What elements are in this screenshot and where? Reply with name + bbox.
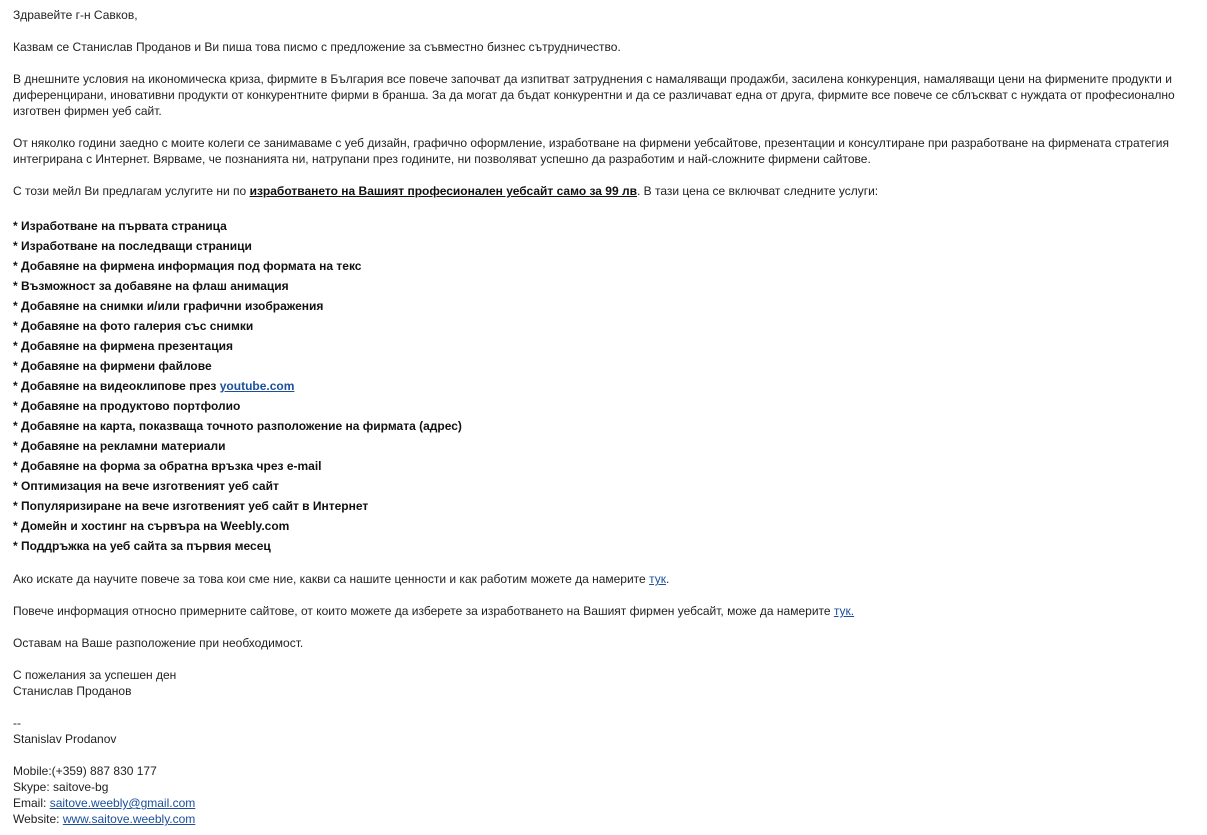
about-after: .: [665, 572, 670, 586]
offer-paragraph: [13, 183, 1198, 199]
signature-skype: Skype: saitove-bg: [13, 780, 109, 794]
intro-paragraph: Казвам се Станислав Проданов и Ви пиша това писмо с предложение за съвместно бизнес сътрудничество.: [13, 40, 621, 54]
team-paragraph: От няколко години заедно с моите колеги се занимаваме с уеб дизайн, графично оформление, изработване на фирмени уебсайтове, презентации и консултиране при разработване на фирмената стратегия интегрирана с Интернет. Вярваме, че познанията ни, натрупани през годините, ни позволяват успешно да разработим и най-сложните фирмени сайтове.: [13, 136, 1169, 166]
signature-email: [13, 795, 1198, 811]
list-item: * Добавяне на фирмени файлове: [13, 359, 212, 373]
list-item: * Възможност за добавяне на флаш анимация: [13, 279, 289, 293]
list-item: * Оптимизация на вече изготвеният уеб сайт: [13, 479, 279, 493]
list-item: * Изработване на първата страница: [13, 219, 227, 233]
closing-paragraph: Оставам на Ваше разположение при необходимост.: [13, 636, 304, 650]
signature-website: [13, 811, 1198, 827]
list-item: * Добавяне на рекламни материали: [13, 439, 226, 453]
offer-after: . В тази цена се включват следните услуги:: [636, 184, 879, 198]
examples-paragraph: [13, 603, 1198, 619]
list-item: * Добавяне на снимки и/или графични изображения: [13, 299, 324, 313]
email-label: Email:: [13, 796, 50, 810]
list-item: * Популяризиране на вече изготвеният уеб сайт в Интернет: [13, 499, 369, 513]
youtube-prefix: * Добавяне на видеоклипове през: [13, 379, 220, 393]
list-item: * Добавяне на форма за обратна връзка чрез e-mail: [13, 459, 322, 473]
website-link[interactable]: www.saitove.weebly.com: [62, 812, 196, 826]
list-item: * Добавяне на карта, показваща точното разположение на фирмата (адрес): [13, 419, 462, 433]
about-paragraph: [13, 571, 1198, 587]
list-item-youtube: [13, 376, 1198, 396]
list-item: * Добавяне на фото галерия със снимки: [13, 319, 254, 333]
services-list: [13, 216, 1198, 556]
crisis-paragraph: В днешните условия на икономическа криза, фирмите в България все повече започват да изпитват затруднения с намаляващи продажби, засилена конкуренция, намаляващи цени на фирмените продукти и диференцирани, иновативни продукти от конкурентните фирми в бранша. За да могат да бъдат конкурентни и да се различават една от друга, фирмите все повече се сблъскват с нуждата от професионално изготвен фирмен уеб сайт.: [13, 72, 1175, 118]
signature-mobile: Mobile:(+359) 887 830 177: [13, 764, 157, 778]
list-item: * Изработване на последващи страници: [13, 239, 252, 253]
about-link[interactable]: тук: [649, 572, 666, 586]
examples-before: Повече информация относно примерните сайтове, от които можете да изберете за изработването на Вашият фирмен уебсайт, може да намерите: [13, 604, 834, 618]
about-before: Ако искате да научите повече за това кои сме ние, какви са нашите ценности и как работим можете да намерите: [13, 572, 650, 586]
signoff-line-2: Станислав Проданов: [13, 684, 132, 698]
examples-link[interactable]: тук.: [833, 604, 855, 618]
email-link[interactable]: saitove.weebly@gmail.com: [49, 796, 196, 810]
signoff-line-1: С пожелания за успешен ден: [13, 668, 177, 682]
youtube-link[interactable]: youtube.com: [219, 379, 295, 393]
email-body: [13, 0, 1198, 827]
offer-before: С този мейл Ви предлагам услугите ни по: [13, 184, 250, 198]
website-label: Website:: [13, 812, 63, 826]
signature-separator: --: [13, 716, 21, 730]
greeting: Здравейте г-н Савков,: [13, 8, 138, 22]
list-item: * Поддръжка на уеб сайта за първия месец: [13, 539, 271, 553]
list-item: * Добавяне на фирмена презентация: [13, 339, 233, 353]
list-item: * Добавяне на фирмена информация под формата на текс: [13, 259, 362, 273]
offer-highlight: изработването на Вашият професионален уебсайт само за 99 лв: [249, 184, 637, 198]
list-item: * Добавяне на продуктово портфолио: [13, 399, 241, 413]
list-item: * Домейн и хостинг на сървъра на Weebly.com: [13, 519, 290, 533]
signature-name: Stanislav Prodanov: [13, 732, 117, 746]
